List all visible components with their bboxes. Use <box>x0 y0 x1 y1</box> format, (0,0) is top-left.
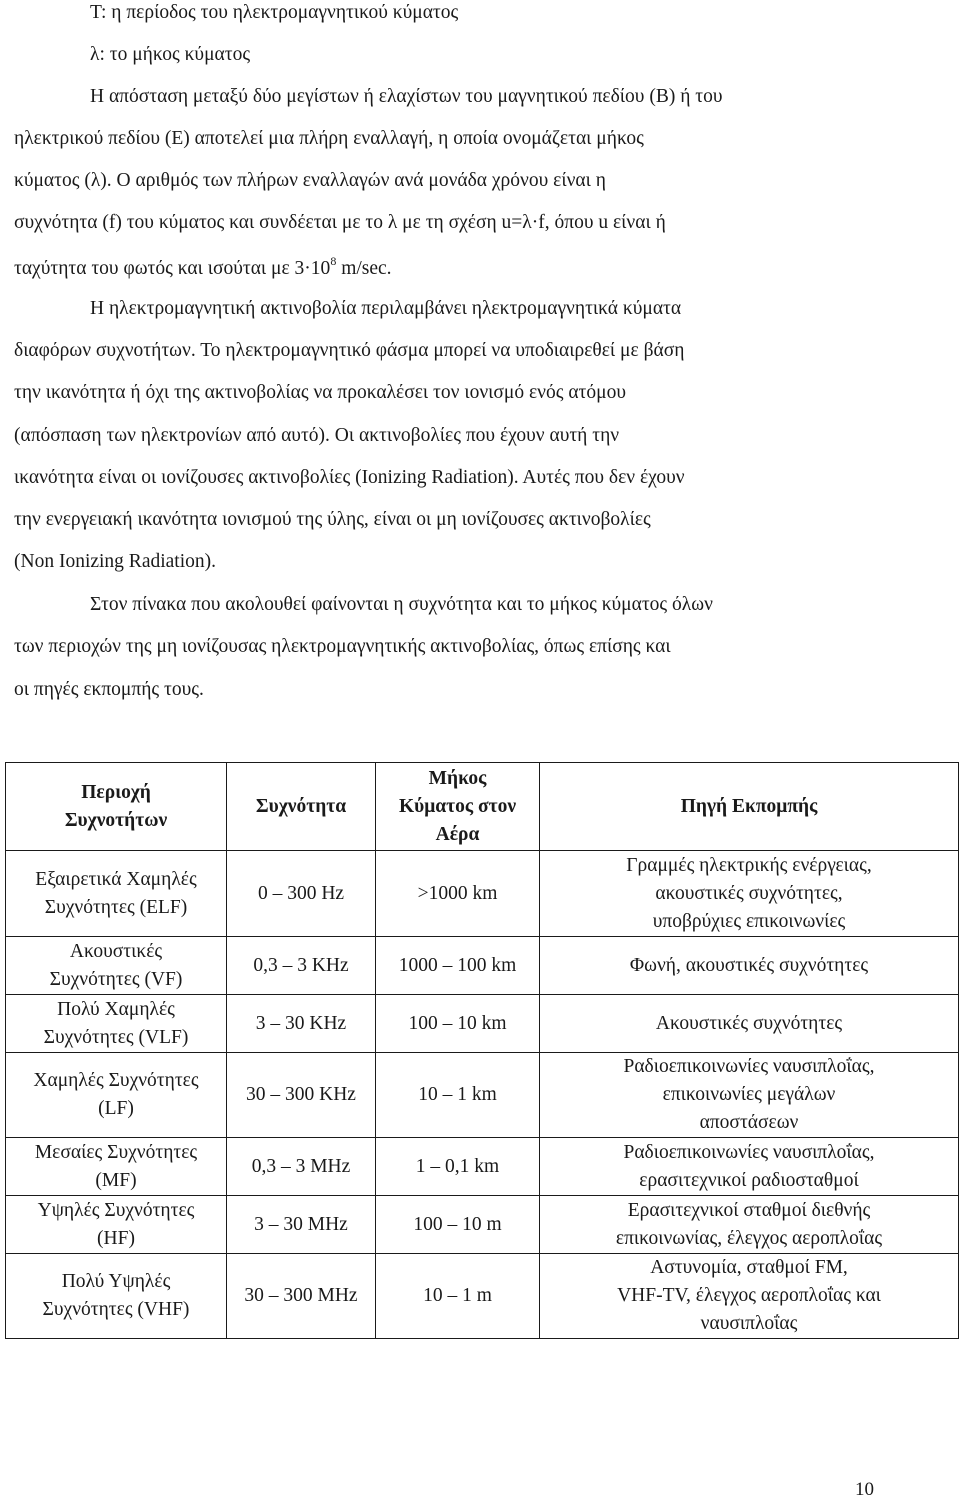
cell-region-line: Υψηλές Συχνότητες <box>37 1199 195 1221</box>
table-body <box>6 851 959 1339</box>
cell-source-line: επικοινωνίες μεγάλων <box>662 1084 836 1105</box>
header-region <box>6 763 227 851</box>
definition-period: Τ: η περίοδος του ηλεκτρομαγνητικού κύματος <box>90 2 459 23</box>
table-header-row <box>6 763 959 851</box>
cell-source-line: VHF-TV, έλεγχος αεροπλοΐας και <box>617 1285 881 1306</box>
cell-wavelength: >1000 km <box>376 851 540 937</box>
cell-region-line: Συχνότητες (ELF) <box>44 896 188 918</box>
cell-region <box>6 995 227 1053</box>
cell-frequency: 3 – 30 MHz <box>227 1196 376 1254</box>
table-row <box>6 851 959 937</box>
cell-frequency: 0,3 – 3 MHz <box>227 1138 376 1196</box>
paragraph-1-line: κύματος (λ). Ο αριθμός των πλήρων εναλλαγών ανά μονάδα χρόνου είναι η <box>14 170 606 191</box>
cell-source-line: ερασιτεχνικοί ραδιοσταθμοί <box>639 1169 859 1191</box>
cell-source-line: Ακουστικές συχνότητες <box>655 1012 843 1034</box>
cell-frequency: 30 – 300 MHz <box>227 1254 376 1339</box>
cell-source <box>540 995 959 1053</box>
cell-source-line: Φωνή, ακουστικές συχνότητες <box>629 954 869 976</box>
unit-text: m/sec. <box>336 258 392 279</box>
cell-source-line: Γραμμές ηλεκτρικής ενέργειας, <box>626 854 872 876</box>
cell-region <box>6 1053 227 1138</box>
table-row <box>6 1254 959 1339</box>
cell-frequency: 0,3 – 3 KHz <box>227 937 376 995</box>
cell-region-line: Ακουστικές <box>69 940 163 962</box>
header-region-line: Περιοχή <box>81 781 151 803</box>
cell-source-line: επικοινωνίας, έλεγχος αεροπλοΐας <box>615 1227 883 1249</box>
cell-source-line: ακουστικές συχνότητες, <box>655 882 843 904</box>
cell-region-line: (MF) <box>95 1169 137 1191</box>
cell-region <box>6 1138 227 1196</box>
cell-frequency: 30 – 300 KHz <box>227 1053 376 1138</box>
cell-region-line: Εξαιρετικά Χαμηλές <box>35 868 197 890</box>
paragraph-2-line: (απόσπαση των ηλεκτρονίων από αυτό). Οι ακτινοβολίες που έχουν αυτή την <box>14 425 620 446</box>
cell-wavelength: 100 – 10 km <box>376 995 540 1053</box>
header-frequency: Συχνότητα <box>227 763 376 851</box>
cell-source <box>540 851 959 937</box>
cell-wavelength: 100 – 10 m <box>376 1196 540 1254</box>
paragraph-2-line: την ικανότητα ή όχι της ακτινοβολίας να προκαλέσει τον ιονισμό ενός ατόμου <box>14 382 626 403</box>
cell-source <box>540 1053 959 1138</box>
cell-region <box>6 851 227 937</box>
cell-wavelength: 10 – 1 m <box>376 1254 540 1339</box>
cell-source <box>540 937 959 995</box>
cell-region <box>6 1254 227 1339</box>
paragraph-2-line: την ενεργειακή ικανότητα ιονισμού της ύλης, είναι οι μη ιονίζουσες ακτινοβολίες <box>14 509 651 530</box>
header-wavelength-line: Αέρα <box>435 823 480 845</box>
cell-source <box>540 1196 959 1254</box>
paragraph-1-line: Η απόσταση μεταξύ δύο μεγίστων ή ελαχίστων του μαγνητικού πεδίου (Β) ή του <box>90 86 723 107</box>
cell-region <box>6 1196 227 1254</box>
definition-wavelength: λ: το μήκος κύματος <box>90 44 251 65</box>
table-row <box>6 1196 959 1254</box>
paragraph-3-line: των περιοχών της μη ιονίζουσας ηλεκτρομαγνητικής ακτινοβολίας, όπως επίσης και <box>14 636 671 657</box>
cell-source-line: υποβρύχιες επικοινωνίες <box>652 910 846 932</box>
cell-source <box>540 1138 959 1196</box>
cell-region-line: Συχνότητες (VF) <box>49 968 183 990</box>
speed-of-light-text: ταχύτητα του φωτός και ισούται με 3·10 <box>14 258 331 279</box>
cell-source-line: Ραδιοεπικοινωνίες ναυσιπλοΐας, <box>623 1141 875 1163</box>
paragraph-2-line: ικανότητα είναι οι ιονίζουσες ακτινοβολίες (Ionizing Radiation). Αυτές που δεν έχουν <box>14 467 685 488</box>
cell-frequency: 0 – 300 Hz <box>227 851 376 937</box>
cell-region-line: Χαμηλές Συχνότητες <box>33 1070 199 1091</box>
cell-region <box>6 937 227 995</box>
paragraph-1-line: ηλεκτρικού πεδίου (Ε) αποτελεί μια πλήρη εναλλαγή, η οποία ονομάζεται μήκος <box>14 128 644 149</box>
header-region-line: Συχνοτήτων <box>64 809 168 831</box>
cell-region-line: Μεσαίες Συχνότητες <box>34 1141 198 1163</box>
cell-wavelength: 10 – 1 km <box>376 1053 540 1138</box>
header-wavelength-line: Κύματος στον <box>398 795 517 817</box>
cell-region-line: Συχνότητες (VHF) <box>42 1299 190 1320</box>
paragraph-3-line: Στον πίνακα που ακολουθεί φαίνονται η συχνότητα και το μήκος κύματος όλων <box>90 594 713 615</box>
exponent: 8 <box>330 254 337 268</box>
cell-source-line: ναυσιπλοΐας <box>700 1313 798 1334</box>
cell-source-line: Ερασιτεχνικοί σταθμοί διεθνής <box>627 1199 871 1221</box>
table-row <box>6 1053 959 1138</box>
table-row <box>6 1138 959 1196</box>
page-number: 10 <box>855 1479 874 1500</box>
paragraph-1-line: συχνότητα (f) του κύματος και συνδέεται με το λ με τη σχέση u=λ·f, όπου u είναι ή <box>14 212 666 233</box>
cell-region-line: (LF) <box>98 1098 134 1119</box>
table-row <box>6 937 959 995</box>
cell-source-line: αποστάσεων <box>699 1112 799 1133</box>
cell-source-line: Ραδιοεπικοινωνίες ναυσιπλοΐας, <box>623 1056 875 1077</box>
paragraph-2-line: (Non Ionizing Radiation). <box>14 551 216 572</box>
paragraph-2-line: Η ηλεκτρομαγνητική ακτινοβολία περιλαμβάνει ηλεκτρομαγνητικά κύματα <box>90 298 682 319</box>
header-source: Πηγή Εκπομπής <box>540 763 959 851</box>
paragraph-3-line: οι πηγές εκπομπής τους. <box>14 679 204 700</box>
header-wavelength-line: Μήκος <box>428 767 487 789</box>
header-wavelength <box>376 763 540 851</box>
paragraph-1-line <box>14 254 392 280</box>
cell-source-line: Αστυνομία, σταθμοί FM, <box>650 1257 848 1278</box>
cell-region-line: Πολύ Χαμηλές <box>57 998 175 1020</box>
cell-wavelength: 1 – 0,1 km <box>376 1138 540 1196</box>
frequency-table <box>5 762 959 1339</box>
cell-wavelength: 1000 – 100 km <box>376 937 540 995</box>
paragraph-2-line: διαφόρων συχνοτήτων. Το ηλεκτρομαγνητικό φάσμα μπορεί να υποδιαιρεθεί με βάση <box>14 340 685 361</box>
table-row <box>6 995 959 1053</box>
cell-region-line: Πολύ Υψηλές <box>61 1271 171 1292</box>
cell-frequency: 3 – 30 KHz <box>227 995 376 1053</box>
cell-region-line: (HF) <box>97 1227 135 1249</box>
cell-region-line: Συχνότητες (VLF) <box>43 1026 189 1048</box>
cell-source <box>540 1254 959 1339</box>
